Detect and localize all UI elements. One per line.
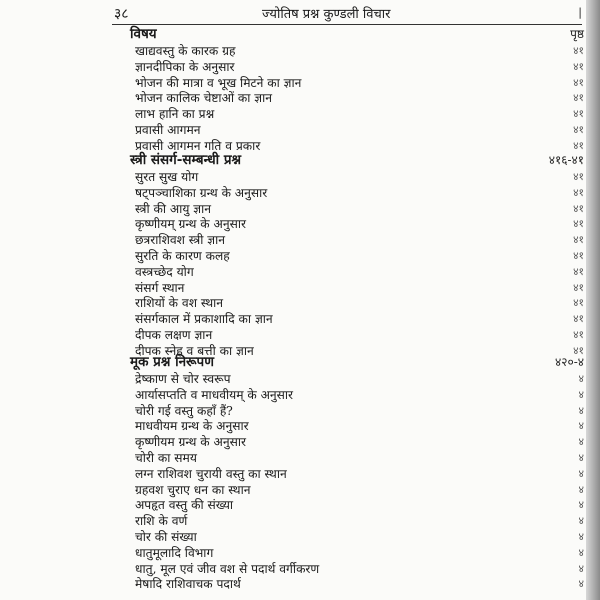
toc-entry: षट्पञ्चाशिका ग्रन्थ के अनुसार bbox=[135, 185, 268, 200]
page-number: ३८ bbox=[114, 6, 129, 22]
toc-page-ref: ४१ bbox=[573, 60, 584, 73]
toc-entry: लाभ हानि का प्रश्न bbox=[135, 107, 215, 122]
toc-entry: द्रेष्काण से चोर स्वरूप bbox=[135, 372, 231, 386]
toc-page-ref: पृष्ठ bbox=[570, 27, 584, 41]
toc-entry: धातुमूलादि विभाग bbox=[135, 545, 214, 560]
toc-page-ref: ४१ bbox=[573, 234, 584, 247]
toc-entry: ग्रहवश चुराए धन का स्थान bbox=[135, 482, 251, 497]
toc-page-ref: ४ bbox=[578, 373, 584, 385]
toc-page-ref: ४१ bbox=[573, 281, 584, 294]
toc-page-ref: ४१ bbox=[573, 186, 584, 199]
toc-entry: संसर्गकाल में प्रकाशादि का ज्ञान bbox=[135, 312, 273, 327]
toc-page-ref: ४ bbox=[578, 546, 584, 559]
toc-entry: सुरत सुख योग bbox=[135, 170, 199, 184]
toc-entry: मेषादि राशिवाचक पदार्थ bbox=[135, 577, 241, 592]
toc-entry: स्त्री की आयु ज्ञान bbox=[135, 201, 212, 216]
edge-mark: | bbox=[578, 6, 582, 19]
toc-entry: दीपक स्नेह व बत्ती का ज्ञान bbox=[135, 343, 254, 358]
toc-entry: कृष्णीयम ग्रन्थ के अनुसार bbox=[135, 435, 246, 450]
toc-page-ref: ४ bbox=[578, 420, 584, 433]
toc-page-ref: ४ bbox=[578, 578, 584, 591]
toc-entry: दीपक लक्षण ज्ञान bbox=[135, 328, 213, 342]
toc-page-ref: ४ bbox=[578, 483, 584, 496]
toc-entry: संसर्ग स्थान bbox=[135, 280, 185, 295]
toc-page-ref: ४ bbox=[578, 531, 584, 543]
toc-entry: छत्रराशिवश स्त्री ज्ञान bbox=[135, 233, 226, 248]
toc-page-ref: ४ bbox=[578, 515, 584, 528]
toc-entry: अपहृत वस्तु की संख्या bbox=[135, 498, 234, 513]
toc-entry: कृष्णीयम् ग्रन्थ के अनुसार bbox=[135, 217, 246, 232]
header-rule bbox=[112, 24, 582, 25]
toc-entry: सुरति के कारण कलह bbox=[135, 249, 230, 263]
toc-entry: राशि के वर्ण bbox=[135, 514, 188, 529]
toc-page-ref: ४ bbox=[578, 404, 584, 417]
toc-page-ref: ४१ bbox=[573, 297, 584, 310]
toc-page-ref: ४१ bbox=[573, 265, 584, 278]
section-heading: मूक प्रश्न निरूपण bbox=[130, 354, 214, 370]
toc-entry: माधवीयम ग्रन्थ के अनुसार bbox=[135, 419, 249, 434]
toc-page-ref: ४ bbox=[578, 467, 584, 480]
toc-entry: ज्ञानदीपिका के अनुसार bbox=[135, 59, 235, 74]
book-gutter-shadow bbox=[586, 0, 600, 600]
toc-entry: आर्यासप्तति व माधवीयम् के अनुसार bbox=[135, 387, 294, 402]
toc-page-ref: ४१ bbox=[573, 218, 584, 231]
toc-page-ref: ४१ bbox=[573, 329, 584, 341]
toc-page-ref: ४१ bbox=[573, 139, 584, 152]
toc-entry: धातु, मूल एवं जीव वश से पदार्थ वर्गीकरण bbox=[135, 561, 320, 576]
toc-entry: प्रवासी आगमन bbox=[135, 123, 201, 137]
toc-entry: चोर की संख्या bbox=[135, 530, 197, 544]
toc-page-ref: ४१ bbox=[573, 171, 584, 183]
section-heading: स्त्री संसर्ग-सम्बन्धी प्रश्न bbox=[130, 152, 242, 168]
toc-page-ref: ४ bbox=[578, 562, 584, 575]
toc-page-ref: ४१ bbox=[573, 76, 584, 89]
toc-entry: लग्न राशिवश चुरायी वस्तु का स्थान bbox=[135, 466, 287, 481]
toc-page-ref: ४१ bbox=[573, 108, 584, 121]
toc-entry: वस्त्रच्छेद योग bbox=[135, 264, 194, 279]
toc-entry: खाद्यवस्तु के कारक ग्रह bbox=[135, 44, 236, 58]
toc-page-ref: ४ bbox=[578, 388, 584, 401]
toc-page-ref: ४१ bbox=[573, 202, 584, 215]
section-heading: विषय bbox=[130, 26, 157, 42]
toc-page-ref: ४१ bbox=[573, 92, 584, 105]
running-head: ज्योतिष प्रश्न कुण्डली विचार bbox=[262, 7, 391, 22]
toc-page-ref: ४१ bbox=[573, 250, 584, 262]
toc-page-ref: ४ bbox=[578, 499, 584, 512]
toc-page-ref: ४ bbox=[578, 452, 584, 464]
toc-page-ref: ४ bbox=[578, 436, 584, 449]
toc-page-ref: ४१६-४१ bbox=[548, 153, 584, 167]
toc-entry: राशियों के वश स्थान bbox=[135, 296, 224, 311]
toc-entry: भोजन की मात्रा व भूख मिटने का ज्ञान bbox=[135, 75, 302, 90]
toc-entry: भोजन कालिक चेष्टाओं का ज्ञान bbox=[135, 91, 273, 106]
toc-page-ref: ४१ bbox=[573, 313, 584, 326]
toc-page-ref: ४१ bbox=[573, 124, 584, 136]
toc-page-ref: ४१ bbox=[573, 45, 584, 57]
toc-entry: चोरी का समय bbox=[135, 451, 197, 465]
toc-page-ref: ४१ bbox=[573, 344, 584, 357]
toc-entry: चोरी गई वस्तु कहाँ हैं? bbox=[135, 403, 233, 418]
toc-entry: प्रवासी आगमन गति व प्रकार bbox=[135, 138, 261, 153]
toc-page-ref: ४२०-४ bbox=[554, 355, 584, 369]
